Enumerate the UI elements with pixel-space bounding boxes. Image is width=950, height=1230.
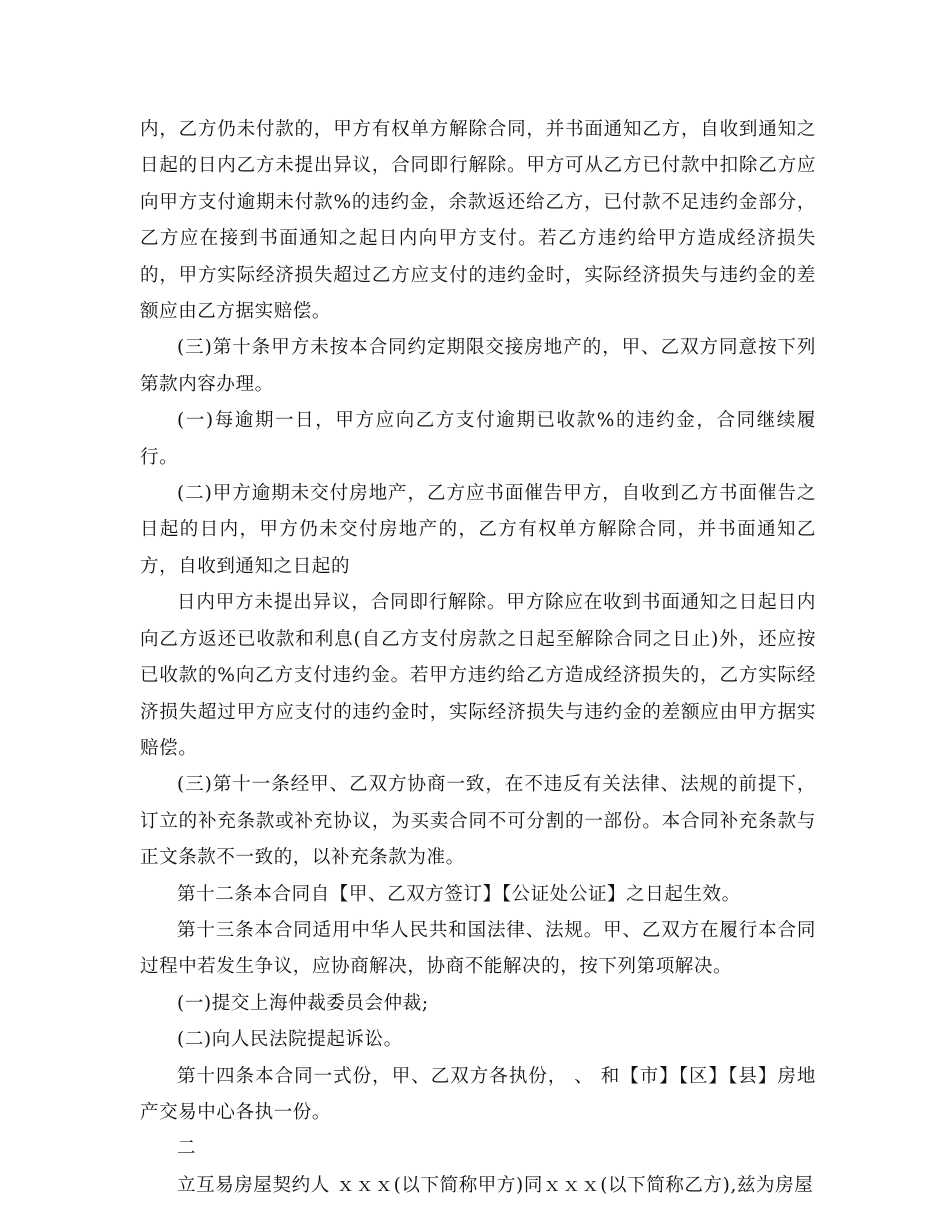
paragraph-article-11: (三)第十一条经甲、乙双方协商一致，在不违反有关法律、法规的前提下，订立的补充条款或补充协议，为买卖合同不可分割的一部份。本合同补充条款与正文条款不一致的，以补充条款为准。 — [140, 774, 816, 869]
document-body — [140, 112, 816, 1204]
paragraph-article-13: 第十三条本合同适用中华人民共和国法律、法规。甲、乙双方在履行本合同过程中若发生争议，应协商解决，协商不能解决的，按下列第项解决。 — [140, 919, 816, 978]
paragraph-article-14: 第十四条本合同一式份，甲、乙双方各执份， 、 和【市】【区】【县】房地产交易中心各执一份。 — [140, 1065, 816, 1123]
paragraph-article-10-item-2-cont: 日内甲方未提出异议，合同即行解除。甲方除应在收到书面通知之日起日内向乙方返还已收款和利息(自乙方支付房款之日起至解除合同之日止)外，还应按已收款的%向乙方支付违约金。若甲方违约给乙方造成经济损失的，乙方实际经济损失超过甲方应支付的违约金时，实际经济损失与违约金的差额应由甲方据实赔偿。 — [140, 592, 816, 759]
paragraph-article-10: (三)第十条甲方未按本合同约定期限交接房地产的，甲、乙双方同意按下列第款内容办理。 — [140, 337, 816, 395]
section-heading-two: 二 — [177, 1138, 197, 1160]
paragraph-article-13-item-1: (一)提交上海仲裁委员会仲裁; — [177, 992, 429, 1014]
paragraph-exchange-contract-intro: 立互易房屋契约人 ｘｘｘ(以下简称甲方)同ｘｘｘ(以下简称乙方),兹为房屋 — [177, 1174, 814, 1196]
paragraph-article-12: 第十二条本合同自【甲、乙双方签订】【公证处公证】之日起生效。 — [177, 883, 741, 905]
paragraph-penalty-buyer: 内，乙方仍未付款的，甲方有权单方解除合同，并书面通知乙方，自收到通知之日起的日内乙方未提出异议，合同即行解除。甲方可从乙方已付款中扣除乙方应向甲方支付逾期未付款%的违约金，余款返还给乙方，已付款不足违约金部分，乙方应在接到书面通知之起日内向甲方支付。若乙方违约给甲方造成经济损失的，甲方实际经济损失超过乙方应支付的违约金时，实际经济损失与违约金的差额应由乙方据实赔偿。 — [140, 119, 816, 323]
paragraph-article-10-item-1: (一)每逾期一日，甲方应向乙方支付逾期已收款%的违约金，合同继续履行。 — [140, 410, 816, 468]
paragraph-article-13-item-2: (二)向人民法院提起诉讼。 — [177, 1029, 403, 1051]
paragraph-article-10-item-2: (二)甲方逾期未交付房地产，乙方应书面催告甲方，自收到乙方书面催告之日起的日内，甲方仍未交付房地产的，乙方有权单方解除合同，并书面通知乙方，自收到通知之日起的 — [140, 483, 816, 577]
